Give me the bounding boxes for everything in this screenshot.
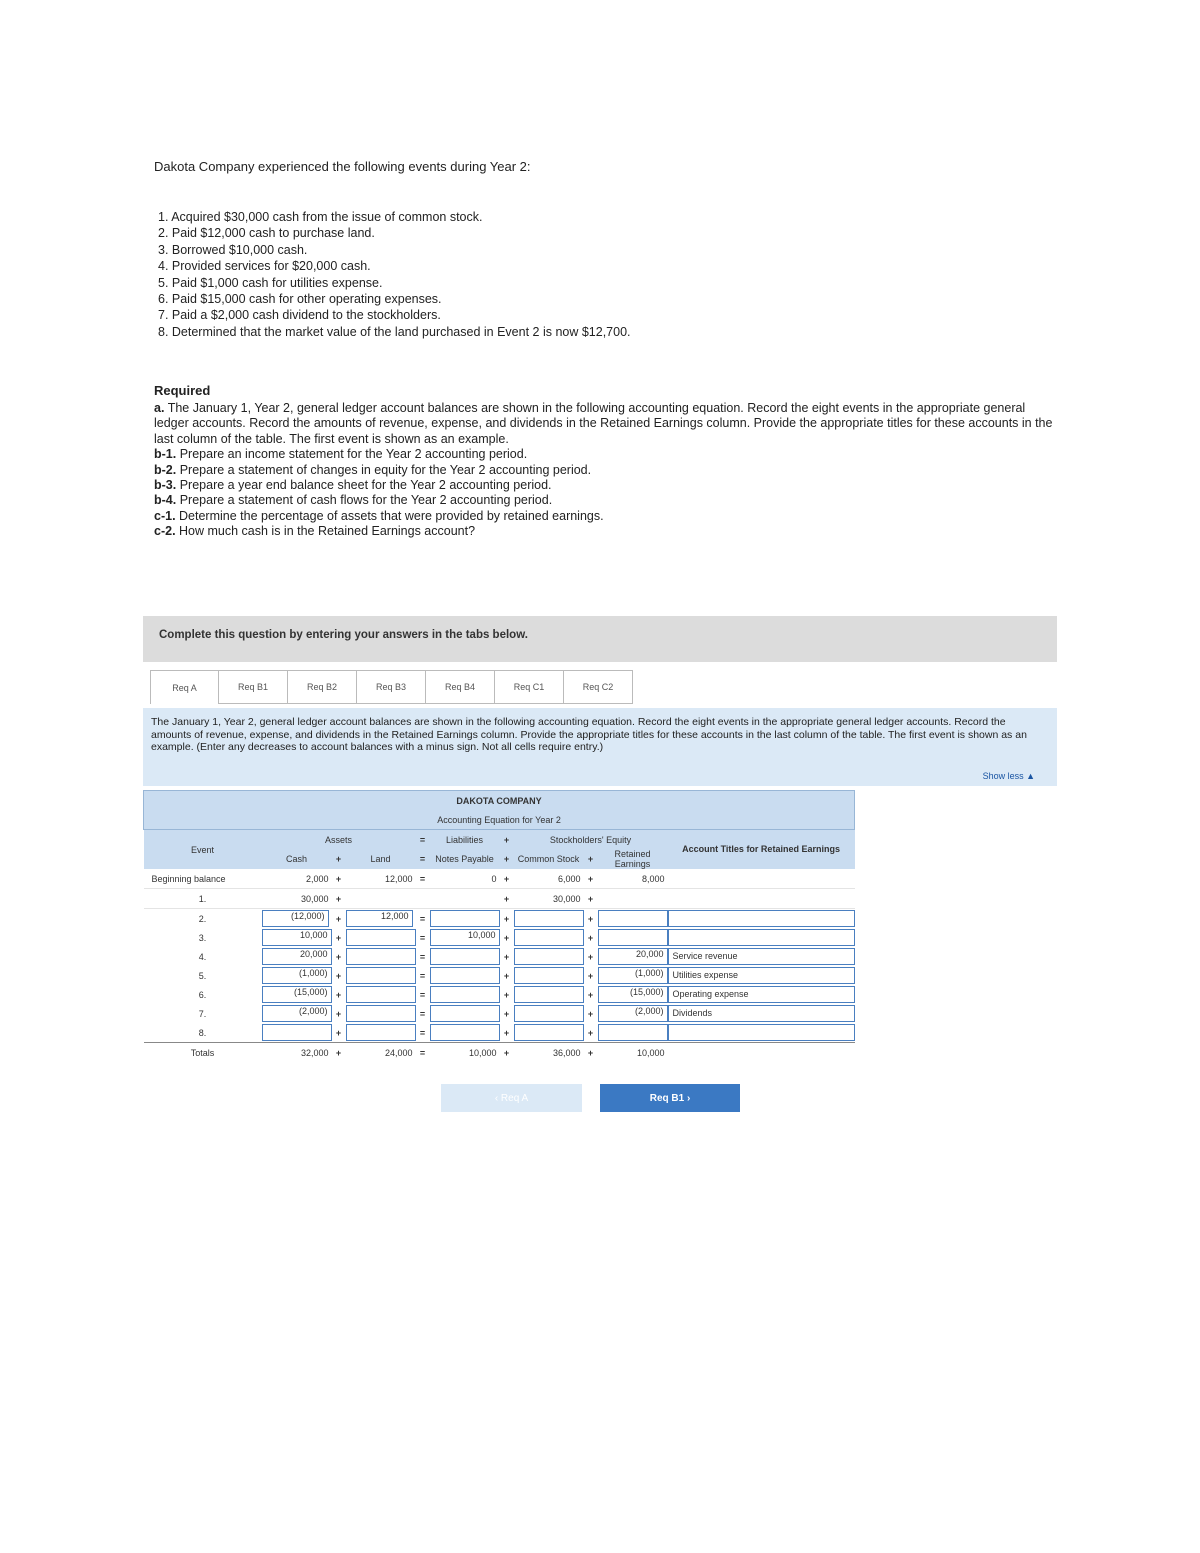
common-input[interactable] — [514, 910, 584, 927]
intro-text: Dakota Company experienced the following events during Year 2: — [154, 159, 531, 174]
common-input[interactable] — [514, 1024, 584, 1041]
land-input[interactable] — [346, 1024, 416, 1041]
cash-input[interactable]: (15,000) — [262, 986, 332, 1003]
header-account-titles: Account Titles for Retained Earnings — [668, 830, 855, 870]
notes-input[interactable] — [430, 967, 500, 984]
total-common: 36,000 — [514, 1043, 584, 1063]
requirement-item: b-2. Prepare a statement of changes in equity for the Year 2 accounting period. — [154, 462, 592, 477]
common-input[interactable] — [514, 1005, 584, 1022]
retained-input[interactable] — [598, 1024, 668, 1041]
cash-input[interactable]: 20,000 — [262, 948, 332, 965]
land-input[interactable] — [346, 967, 416, 984]
retained-input[interactable]: (15,000) — [598, 986, 668, 1003]
retained-input[interactable]: (1,000) — [598, 967, 668, 984]
event-item: 8. Determined that the market value of the land purchased in Event 2 is now $12,700. — [158, 324, 631, 339]
notes-input[interactable] — [430, 910, 500, 927]
requirement-item: c-1. Determine the percentage of assets that were provided by retained earnings. — [154, 508, 604, 523]
table-row: 1. 30,000 + + 30,000 + — [144, 889, 855, 909]
header-assets: Assets — [262, 830, 416, 850]
next-tab-button[interactable]: Req B1 › — [600, 1084, 740, 1112]
tab-req-b2[interactable]: Req B2 — [288, 670, 357, 704]
total-cash: 32,000 — [262, 1043, 332, 1063]
title-input[interactable]: Dividends — [668, 1005, 855, 1022]
title-input[interactable] — [668, 1024, 855, 1041]
tab-req-b4[interactable]: Req B4 — [426, 670, 495, 704]
cash-input[interactable]: (2,000) — [262, 1005, 332, 1022]
table-row: 4. 20,000 + = + + 20,000 Service revenue — [144, 947, 855, 966]
requirement-item: c-2. How much cash is in the Retained Earnings account? — [154, 524, 476, 539]
title-input[interactable] — [668, 929, 855, 946]
prev-tab-button[interactable]: ‹ Req A — [441, 1084, 582, 1112]
table-subtitle: Accounting Equation for Year 2 — [144, 810, 855, 830]
header-land: Land — [346, 849, 416, 869]
event-item: 4. Provided services for $20,000 cash. — [158, 259, 371, 274]
table-row: Beginning balance 2,000 + 12,000 = 0 + 6,000 + 8,000 — [144, 869, 855, 889]
land-input[interactable] — [346, 1005, 416, 1022]
header-retained-earnings: Retained Earnings — [598, 849, 668, 869]
totals-row: Totals 32,000 + 24,000 = 10,000 + 36,000 + 10,000 — [144, 1043, 855, 1063]
event-item: 2. Paid $12,000 cash to purchase land. — [158, 226, 375, 241]
title-input[interactable] — [668, 910, 855, 927]
header-cash: Cash — [262, 849, 332, 869]
cash-input[interactable]: (1,000) — [262, 967, 332, 984]
requirement-item: b-3. Prepare a year end balance sheet for the Year 2 accounting period. — [154, 478, 552, 493]
event-list — [158, 209, 631, 340]
total-notes: 10,000 — [430, 1043, 500, 1063]
notes-input[interactable] — [430, 948, 500, 965]
tab-req-b3[interactable]: Req B3 — [357, 670, 426, 704]
table-row: 8. + = + + — [144, 1023, 855, 1043]
required-heading: Required — [154, 383, 211, 398]
common-input[interactable] — [514, 948, 584, 965]
retained-input[interactable]: (2,000) — [598, 1005, 668, 1022]
land-input[interactable]: 12,000 — [346, 910, 413, 927]
tab-req-b1[interactable]: Req B1 — [219, 670, 288, 704]
header-liabilities: Liabilities — [430, 830, 500, 850]
requirements-list — [154, 401, 1054, 540]
land-input[interactable] — [346, 986, 416, 1003]
event-item: 7. Paid a $2,000 cash dividend to the stockholders. — [158, 308, 441, 323]
common-input[interactable] — [514, 986, 584, 1003]
notes-input[interactable] — [430, 986, 500, 1003]
event-item: 1. Acquired $30,000 cash from the issue of common stock. — [158, 210, 483, 224]
title-input[interactable]: Utilities expense — [668, 967, 855, 984]
header-equity: Stockholders' Equity — [514, 830, 668, 850]
total-land: 24,000 — [346, 1043, 416, 1063]
retained-input[interactable] — [598, 929, 668, 946]
title-input[interactable]: Operating expense — [668, 986, 855, 1003]
cash-input[interactable]: (12,000) — [262, 910, 329, 927]
total-retained: 10,000 — [598, 1043, 668, 1063]
common-input[interactable] — [514, 967, 584, 984]
retained-input[interactable]: 20,000 — [598, 948, 668, 965]
cash-input[interactable] — [262, 1024, 332, 1041]
notes-input[interactable] — [430, 1024, 500, 1041]
requirement-item: b-1. Prepare an income statement for the Year 2 accounting period. — [154, 447, 528, 462]
table-row: 5. (1,000) + = + + (1,000) Utilities expense — [144, 966, 855, 985]
table-row: 3. 10,000 + = 10,000 + + — [144, 928, 855, 947]
tab-req-c1[interactable]: Req C1 — [495, 670, 564, 704]
header-notes-payable: Notes Payable — [430, 849, 500, 869]
event-item: 3. Borrowed $10,000 cash. — [158, 242, 308, 257]
instruction-banner: Complete this question by entering your answers in the tabs below. — [143, 616, 1057, 662]
table-row: 2. (12,000) + 12,000 = + + — [144, 909, 855, 929]
tab-bar — [150, 670, 633, 704]
table-row: 6. (15,000) + = + + (15,000) Operating expense — [144, 985, 855, 1004]
company-name: DAKOTA COMPANY — [144, 791, 855, 811]
title-input[interactable]: Service revenue — [668, 948, 855, 965]
show-less-link[interactable]: Show less ▲ — [982, 770, 1035, 781]
requirement-item: b-4. Prepare a statement of cash flows for the Year 2 accounting period. — [154, 493, 553, 508]
accounting-equation-table: DAKOTA COMPANY Accounting Equation for Year 2 Event Assets = Liabilities + Stockholders' Equity Account Titles for Retained Earnings Cash + Land = Notes Payable + Common Stock + Retained Earnings Beginning balance 2,000 + 12,000 = 0 + 6,000 + 8,000 1. 30,000 + + 30,000 + 2. (12,000) + 12,000 = + + 3. 10,000 + = 10,000 + + 4. 20,000 + = + + 20,000 Service revenue 5. (1,000) + = + + (1,000) Utilities expense 6. (15,000) + = + + (15,000) Operating expense 7. (2,000) + = + + (2,000) Dividends 8. + = + + Totals 32,000 + 24,000 = 10,000 + 36,000 + 10,000 — [143, 790, 855, 1062]
notes-input[interactable] — [430, 1005, 500, 1022]
event-item: 6. Paid $15,000 cash for other operating expenses. — [158, 292, 442, 307]
tab-instructions: The January 1, Year 2, general ledger account balances are shown in the following accounting equation. Record the eight events in the appropriate general ledger accounts. Record the amounts of revenue, expense, and dividends in the Retained Earnings column. Provide the appropriate titles for these accounts in the last column of the table. The first event is shown as an example. (Enter any decreases to account balances with a minus sign. Not all cells require entry.) Show less ▲ — [143, 708, 1057, 786]
land-input[interactable] — [346, 929, 416, 946]
common-input[interactable] — [514, 929, 584, 946]
tab-req-c2[interactable]: Req C2 — [564, 670, 633, 704]
table-row: 7. (2,000) + = + + (2,000) Dividends — [144, 1004, 855, 1023]
land-input[interactable] — [346, 948, 416, 965]
requirement-item: a. The January 1, Year 2, general ledger account balances are shown in the following accounting equation. Record the eight events in the appropriate general ledger accounts. Record the amounts of revenue, expense, and dividends in the Retained Earnings column. Provide the appropriate titles for these accounts in the last column of the table. The first event is shown as an example. — [154, 401, 1053, 446]
tab-req-a[interactable]: Req A — [150, 670, 219, 704]
header-event: Event — [144, 830, 262, 870]
cash-input[interactable]: 10,000 — [262, 929, 332, 946]
notes-input[interactable]: 10,000 — [430, 929, 500, 946]
header-common-stock: Common Stock — [514, 849, 584, 869]
retained-input[interactable] — [598, 910, 668, 927]
event-item: 5. Paid $1,000 cash for utilities expense. — [158, 275, 383, 290]
